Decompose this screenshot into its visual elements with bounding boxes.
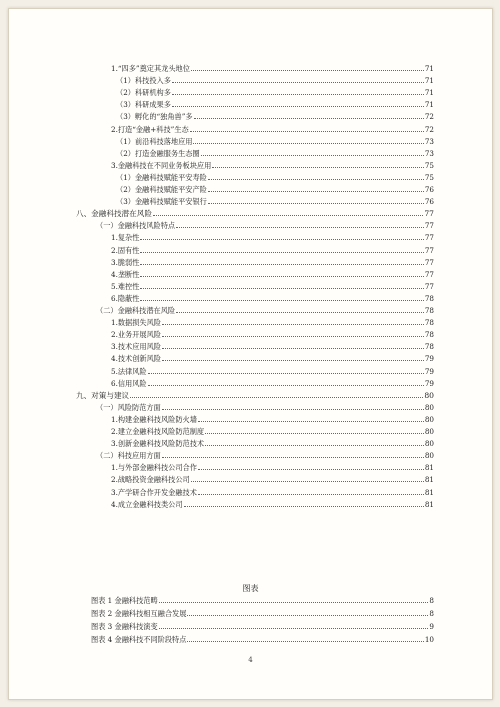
toc-entry-page: 71 [424,76,434,86]
toc-entry-label: 九、对策与建议 [76,390,130,400]
toc-entry-row[interactable] [96,218,434,230]
toc-entry-page: 73 [424,148,434,158]
toc-entry-row[interactable] [96,448,434,460]
dot-leader [191,480,424,482]
dot-leader [184,505,424,507]
toc-entry-label: 1.与外部金融科技公司合作 [111,463,197,473]
toc-entry-row[interactable] [111,472,434,484]
dot-leader [187,614,428,616]
dot-leader [172,81,424,83]
toc-entry-page: 72 [424,112,434,122]
toc-entry-label: 2.业务开展风险 [111,330,161,340]
toc-entry-label: 1.构建金融科技风险防火墙 [111,414,197,424]
dot-leader [140,263,423,265]
dot-leader [140,238,423,240]
toc-entry-label: 2.建立金融科技风险防范制度 [111,427,205,436]
dot-leader [205,432,424,434]
dot-leader [172,93,424,95]
toc-entry-row[interactable] [111,497,434,509]
toc-entry-page: 80 [424,414,434,424]
dot-leader [198,420,424,422]
toc-entry-row[interactable] [111,243,434,255]
toc-entry-label: 八、金融科技潜在风险 [76,209,152,219]
toc-entry-label: 3.金融科技在不同业务板块应用 [111,160,212,170]
toc-entry-label: （一）风险防范方面 [96,402,161,412]
toc-entry-row[interactable] [111,315,434,327]
toc-entry-label: （2）打造金融服务生态圈 [116,148,200,158]
toc-entry-page: 72 [424,124,434,134]
toc-entry-label: 3.产学研合作开发金融技术 [111,487,197,497]
toc-entry-label: 6.信用风险 [111,378,147,388]
toc-entry-row[interactable] [116,109,434,121]
toc-entry-row[interactable] [111,412,434,424]
dot-leader [159,601,429,603]
toc-entry-page: 81 [424,463,434,473]
toc-entry-label: （一）金融科技风险特点 [96,221,176,231]
figure-entry-label: 图表 2 金融科技相互融合发展 [91,609,187,618]
toc-entry-label: 2.打造“金融+科技”生态 [111,124,189,134]
toc-entry-row[interactable] [116,182,434,194]
toc-entry-row[interactable] [116,194,434,206]
toc-entry-label: 6.隐蔽性 [111,293,140,303]
toc-entry-label: 4.成立金融科技类公司 [111,499,183,509]
figure-entry-row[interactable] [91,593,434,605]
toc-entry-row[interactable] [111,267,434,279]
toc-entry-row[interactable] [76,388,434,400]
toc-entry-page: 77 [424,281,434,291]
toc-entry-row[interactable] [111,255,434,267]
toc-entry-row[interactable] [116,97,434,109]
toc-entry-label: （1）科技投入多 [116,76,171,86]
dot-leader [212,166,424,168]
dot-leader [162,323,424,325]
dot-leader [187,640,423,642]
toc-entry-label: 3.脆弱性 [111,257,140,267]
toc-entry-label: 1.数据损失风险 [111,318,161,328]
dot-leader [198,493,424,495]
dot-leader [130,396,423,398]
toc-entry-page: 71 [424,64,434,73]
toc-entry-label: 5.法律风险 [111,366,147,376]
toc-entry-page: 76 [424,197,434,207]
toc-entry-page: 77 [424,209,434,219]
toc-entry-label: （二）金融科技潜在风险 [96,306,176,315]
toc-entry-row[interactable] [111,339,434,351]
toc-entry-row[interactable] [111,158,434,170]
dot-leader [148,384,424,386]
dot-leader [190,130,424,132]
dot-leader [208,190,424,192]
toc-entry-row[interactable] [111,230,434,242]
dot-leader [176,226,424,228]
toc-entry-row[interactable] [116,73,434,85]
dot-leader [198,468,424,470]
toc-entry-page: 77 [424,233,434,243]
toc-entry-page: 77 [424,221,434,231]
dot-leader [193,142,423,144]
toc-entry-row[interactable] [116,85,434,97]
figure-entry-row[interactable] [91,619,434,631]
toc-entry-label: （1）前沿科技落地应用 [116,136,193,146]
dot-leader [140,287,423,289]
toc-entry-row[interactable] [116,146,434,158]
toc-entry-row[interactable] [111,376,434,388]
dot-leader [153,214,423,216]
toc-entry-label: 2.固有性 [111,245,140,255]
toc-entry-row[interactable] [116,134,434,146]
toc-entry-page: 77 [424,269,434,279]
toc-entry-page: 77 [424,257,434,267]
toc-entry-label: 1.“四多”奠定其龙头地位 [111,64,190,73]
dot-leader [172,105,424,107]
toc-entry-row[interactable] [111,460,434,472]
dot-leader [140,251,423,253]
dot-leader [159,627,429,629]
figure-entry-row[interactable] [91,632,434,644]
toc-entry-page: 81 [424,475,434,485]
dot-leader [162,359,424,361]
dot-leader [208,202,424,204]
toc-entry-page: 75 [424,160,434,170]
dot-leader [162,347,424,349]
toc-entry-label: （2）科研机构多 [116,88,171,98]
toc-entry-page: 78 [424,318,434,328]
toc-entry-label: 3.创新金融科技风险防范技术 [111,439,205,449]
toc-entry-page: 71 [424,100,434,110]
toc-entry-page: 79 [424,378,434,388]
figure-entry-page: 8 [429,609,434,618]
toc-entry-page: 80 [424,427,434,436]
toc-entry-row[interactable] [96,303,434,315]
toc-entry-page: 76 [424,185,434,194]
dot-leader [208,178,424,180]
figure-entry-row[interactable] [91,606,434,618]
toc-entry-row[interactable] [76,206,434,218]
toc-entry-row[interactable] [111,327,434,339]
toc-entry-row[interactable] [111,61,434,73]
figure-entry-label: 图表 1 金融科技范畴 [91,596,158,605]
toc-entry-page: 78 [424,306,434,315]
toc-entry-page: 78 [424,293,434,303]
toc-entry-label: （3）科研成果多 [116,100,171,110]
toc-entry-page: 77 [424,245,434,255]
toc-entry-row[interactable] [111,351,434,363]
toc-entry-page: 80 [424,439,434,449]
toc-entry-row[interactable] [111,279,434,291]
figure-entry-page: 9 [429,622,434,631]
toc-entry-label: 4.垄断性 [111,269,140,279]
toc-entry-label: （2）金融科技赋能平安产险 [116,185,207,194]
toc-entry-label: （二）科技应用方面 [96,451,161,461]
toc-entry-page: 78 [424,342,434,352]
toc-entry-page: 73 [424,136,434,146]
toc-entry-page: 80 [424,402,434,412]
toc-entry-label: （3）孵化的“独角兽”多 [116,112,193,122]
toc-entry-row[interactable] [111,364,434,376]
dot-leader [148,372,424,374]
toc-entry-page: 78 [424,330,434,340]
toc-entry-page: 81 [424,499,434,509]
toc-entry-row[interactable] [111,122,434,134]
toc-entry-page: 75 [424,172,434,182]
figure-entry-label: 图表 3 金融科技演变 [91,622,158,631]
page-number: 4 [248,656,253,664]
toc-entry-label: 4.技术创新风险 [111,354,161,364]
toc-entry-page: 79 [424,366,434,376]
dot-leader [176,311,424,313]
dot-leader [140,299,423,301]
figure-entry-page: 10 [424,635,434,644]
toc-entry-page: 79 [424,354,434,364]
toc-entry-label: 2.战略投资金融科技公司 [111,475,190,485]
dot-leader [162,456,424,458]
dot-leader [162,335,424,337]
document-page [8,8,493,700]
toc-entry-row[interactable] [111,436,434,448]
toc-entry-page: 71 [424,88,434,98]
toc-entry-row[interactable] [111,485,434,497]
toc-entry-row[interactable] [116,170,434,182]
dot-leader [162,408,424,410]
toc-entry-label: 1.复杂性 [111,233,140,243]
dot-leader [191,69,424,71]
dot-leader [194,117,424,119]
toc-entry-page: 80 [424,390,434,400]
toc-entry-row[interactable] [111,291,434,303]
dot-leader [140,275,423,277]
toc-entry-row[interactable] [96,400,434,412]
toc-entry-label: 3.技术应用风险 [111,342,161,352]
figure-entry-page: 8 [429,596,434,605]
toc-entry-page: 80 [424,451,434,461]
dot-leader [205,444,424,446]
figures-title: 图表 [242,584,259,593]
toc-entry-page: 81 [424,487,434,497]
toc-entry-label: （3）金融科技赋能平安银行 [116,197,207,207]
dot-leader [201,154,424,156]
toc-entry-row[interactable] [111,424,434,436]
figure-entry-label: 图表 4 金融科技不同阶段特点 [91,635,187,644]
toc-entry-label: （1）金融科技赋能平安寿险 [116,172,207,182]
toc-entry-label: 5.难控性 [111,281,140,291]
table-of-contents [9,9,492,699]
